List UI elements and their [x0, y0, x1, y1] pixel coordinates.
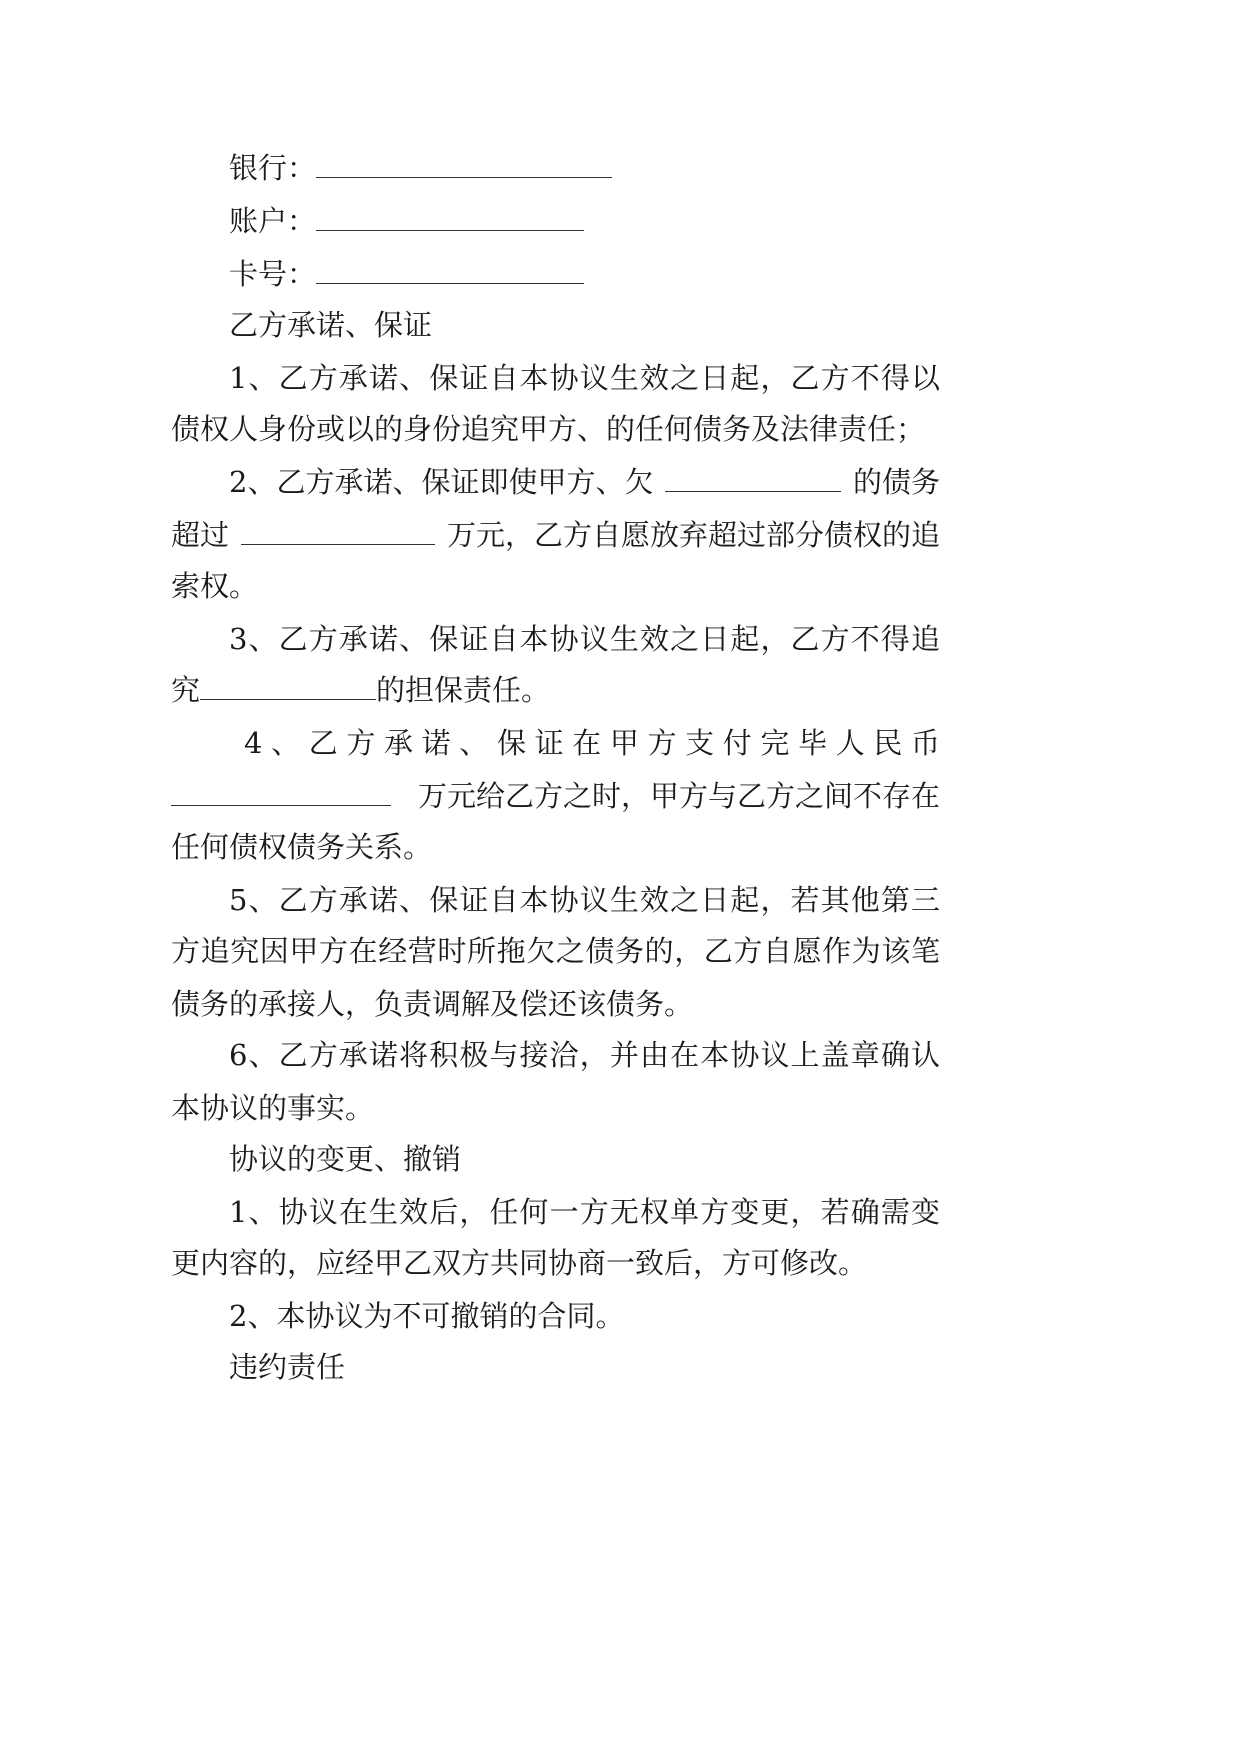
- item-2-blank-a: [665, 465, 841, 492]
- promise-item-2-line-2: [171, 515, 940, 555]
- bank-label: 银行：: [229, 151, 317, 185]
- promise-item-2-line-1: [229, 462, 940, 502]
- promise-item-1-line-1: 1、乙方承诺、保证自本协议生效之日起，乙方不得以: [229, 361, 940, 395]
- item-4-text-b: 万元给乙方之时，甲方与乙方之间不存在: [417, 779, 940, 813]
- bank-field: [229, 148, 612, 188]
- item-2-text-c: 超过: [171, 518, 230, 552]
- item-3-blank: [200, 673, 376, 700]
- promise-item-3-line-1: 3、乙方承诺、保证自本协议生效之日起，乙方不得追: [229, 622, 940, 656]
- card-blank: [316, 257, 584, 284]
- item-4-blank: [171, 779, 391, 806]
- item-2-text-b: 的债务: [852, 465, 940, 499]
- promise-item-4-line-2: [171, 776, 940, 816]
- promise-item-2-line-3: 索权。: [171, 569, 259, 603]
- account-blank: [316, 204, 584, 231]
- promise-item-5-line-1: 5、乙方承诺、保证自本协议生效之日起，若其他第三: [229, 883, 940, 917]
- item-2-text-a: 2、乙方承诺、保证即使甲方、欠: [229, 465, 654, 499]
- item-2-text-d: 万元，乙方自愿放弃超过部分债权的追: [446, 518, 940, 552]
- promise-heading: 乙方承诺、保证: [229, 308, 433, 342]
- card-field: [229, 254, 584, 294]
- promise-item-6-line-2: 本协议的事实。: [171, 1091, 375, 1125]
- card-label: 卡号：: [229, 257, 317, 291]
- item-3-text-a: 究: [171, 673, 201, 707]
- promise-item-4-line-3: 任何债权债务关系。: [171, 830, 433, 864]
- promise-item-4-line-1: 4、乙方承诺、保证在甲方支付完毕人民币: [244, 726, 940, 760]
- change-item-2-line-1: 2、本协议为不可撤销的合同。: [229, 1299, 625, 1333]
- promise-item-1-line-2: 债权人身份或以的身份追究甲方、的任何债务及法律责任；: [171, 412, 926, 446]
- promise-item-3-line-2: [171, 670, 550, 710]
- change-item-1-line-2: 更内容的，应经甲乙双方共同协商一致后，方可修改。: [171, 1246, 868, 1280]
- item-3-text-b: 的担保责任。: [376, 673, 551, 707]
- change-item-1-line-1: 1、协议在生效后，任何一方无权单方变更，若确需变: [229, 1195, 940, 1229]
- account-field: [229, 201, 584, 241]
- change-heading: 协议的变更、撤销: [229, 1142, 462, 1176]
- promise-item-5-line-2: 方追究因甲方在经营时所拖欠之债务的，乙方自愿作为该笔: [171, 934, 940, 968]
- account-label: 账户：: [229, 204, 317, 238]
- breach-heading: 违约责任: [229, 1350, 346, 1384]
- bank-blank: [316, 151, 612, 178]
- promise-item-5-line-3: 债务的承接人，负责调解及偿还该债务。: [171, 987, 694, 1021]
- item-2-blank-b: [241, 518, 435, 545]
- promise-item-6-line-1: 6、乙方承诺将积极与接洽，并由在本协议上盖章确认: [229, 1038, 940, 1072]
